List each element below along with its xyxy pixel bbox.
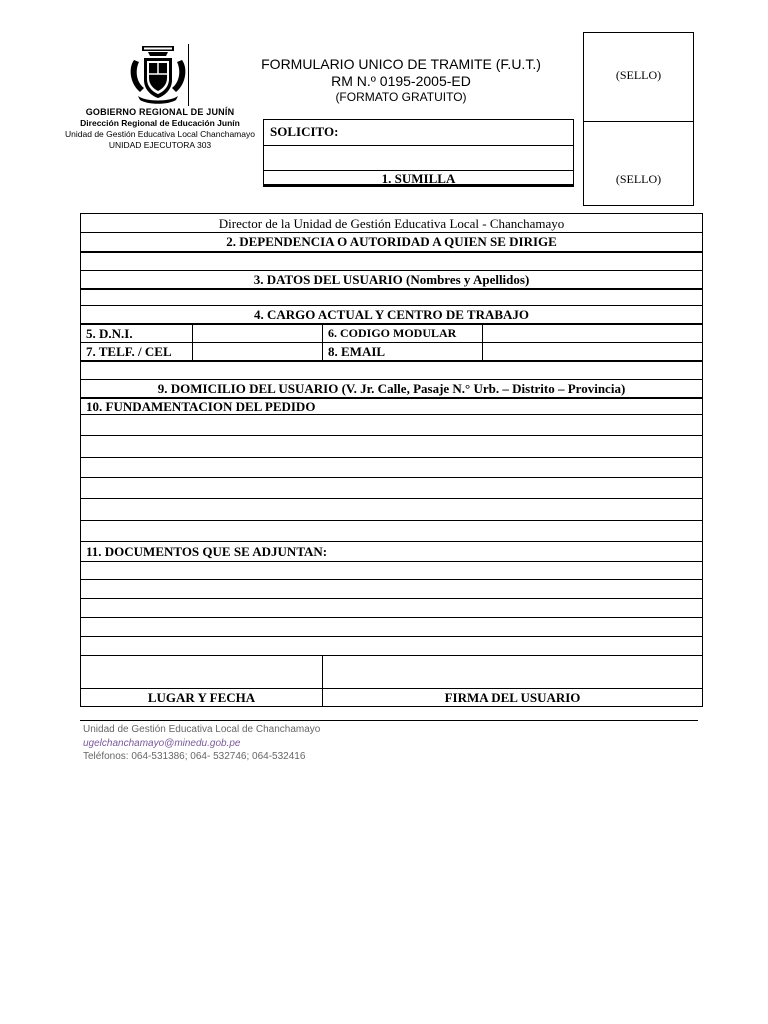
codigo-label: 6. CODIGO MODULAR [323, 324, 483, 343]
logo-divider [188, 44, 189, 106]
telf-input[interactable] [193, 343, 323, 361]
footer-divider [80, 720, 698, 721]
solicito-box [263, 119, 574, 187]
documentos-label: 11. DOCUMENTOS QUE SE ADJUNTAN: [81, 541, 703, 561]
solicito-row[interactable] [264, 120, 573, 146]
usuario-input[interactable] [81, 252, 703, 271]
fundamentacion-line[interactable] [81, 477, 703, 498]
stamp-divider [584, 121, 693, 122]
stamp-label-bottom: (SELLO) [615, 172, 662, 186]
documentos-line[interactable] [81, 636, 703, 655]
sumilla-underline [264, 184, 573, 186]
dni-label: 5. D.N.I. [81, 324, 193, 343]
firma-label: FIRMA DEL USUARIO [323, 688, 703, 706]
firma-input[interactable] [323, 655, 703, 688]
codigo-input[interactable] [483, 324, 703, 343]
footer-phones: Teléfonos: 064-531386; 064- 532746; 064-532416 [83, 751, 306, 762]
form-table [80, 213, 703, 707]
org-executing-unit: UNIDAD EJECUTORA 303 [108, 140, 212, 150]
fundamentacion-line[interactable] [81, 457, 703, 477]
form-title: FORMULARIO UNICO DE TRAMITE (F.U.T.) [261, 56, 541, 72]
org-unit: Unidad de Gestión Educativa Local Chanchamayo [65, 129, 255, 139]
domicilio-label: 9. DOMICILIO DEL USUARIO (V. Jr. Calle, Pasaje N.° Urb. – Distrito – Provincia) [81, 380, 703, 398]
org-direction: Dirección Regional de Educación Junín [80, 118, 240, 128]
cargo-label: 4. CARGO ACTUAL Y CENTRO DE TRABAJO [81, 306, 703, 324]
fundamentacion-line[interactable] [81, 435, 703, 457]
fundamentacion-label: 10. FUNDAMENTACION DEL PEDIDO [81, 398, 703, 415]
sumilla-label: 1. SUMILLA [381, 171, 456, 186]
fundamentacion-line[interactable] [81, 414, 703, 435]
footer-email-link[interactable]: ugelchanchamayo@minedu.gob.pe [83, 738, 241, 749]
solicito-label: SOLICITO: [270, 124, 339, 139]
lugar-fecha-label: LUGAR Y FECHA [81, 688, 323, 706]
fundamentacion-line[interactable] [81, 498, 703, 520]
documentos-line[interactable] [81, 617, 703, 636]
form-subtitle: (FORMATO GRATUITO) [335, 90, 467, 104]
dependencia-value[interactable]: Director de la Unidad de Gestión Educativa Local - Chanchamayo [81, 214, 703, 233]
documentos-line[interactable] [81, 561, 703, 579]
email-label: 8. EMAIL [323, 343, 483, 361]
fundamentacion-line[interactable] [81, 520, 703, 541]
coat-of-arms-icon [126, 46, 190, 106]
lugar-fecha-input[interactable] [81, 655, 323, 688]
telf-label: 7. TELF. / CEL [81, 343, 193, 361]
org-name: GOBIERNO REGIONAL DE JUNÍN [85, 107, 235, 117]
cargo-input[interactable] [81, 289, 703, 306]
footer-org: Unidad de Gestión Educativa Local de Chanchamayo [83, 724, 321, 735]
email-input[interactable] [483, 343, 703, 361]
solicito-input-row[interactable] [264, 146, 573, 171]
stamp-box [583, 32, 694, 206]
domicilio-input[interactable] [81, 361, 703, 380]
usuario-label: 3. DATOS DEL USUARIO (Nombres y Apellidos) [81, 271, 703, 289]
dependencia-label: 2. DEPENDENCIA O AUTORIDAD A QUIEN SE DIRIGE [81, 233, 703, 252]
documentos-line[interactable] [81, 598, 703, 617]
documentos-line[interactable] [81, 579, 703, 598]
stamp-label-top: (SELLO) [615, 68, 662, 82]
form-resolution: RM N.º 0195-2005-ED [331, 73, 471, 89]
dni-input[interactable] [193, 324, 323, 343]
